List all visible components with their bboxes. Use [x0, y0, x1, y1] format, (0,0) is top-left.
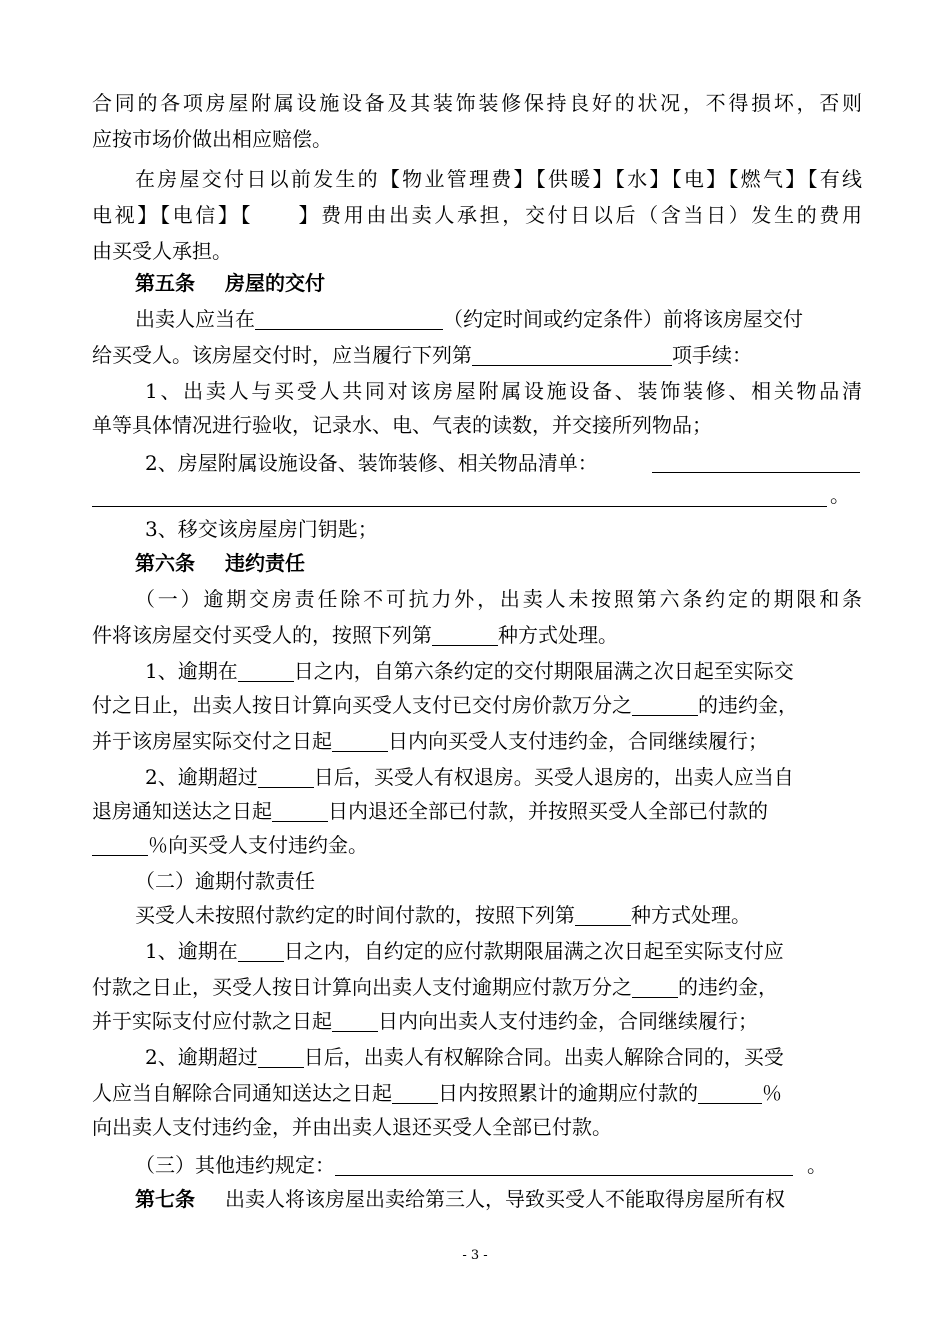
- period-mark: 。: [830, 483, 850, 507]
- fill-blank: [632, 695, 698, 716]
- fill-blank: [632, 977, 678, 998]
- paragraph-line: 1、逾期在 日之内，自第六条约定的交付期限届满之次日起至实际交: [145, 659, 794, 683]
- fill-blank: [392, 1083, 438, 1104]
- paragraph-line: ％向买受人支付违约金。: [92, 830, 862, 860]
- article-number: 第七条: [135, 1187, 195, 1211]
- fill-blank: [238, 661, 294, 682]
- paragraph-line: （一）逾期交房责任除不可抗力外，出卖人未按照第六条约定的期限和条: [135, 587, 862, 611]
- paragraph-line: 2、逾期超过 日后，出卖人有权解除合同。出卖人解除合同的，买受: [145, 1045, 784, 1069]
- paragraph-line: 件将该房屋交付买受人的，按照下列第 种方式处理。: [92, 623, 618, 647]
- fill-blank: [432, 625, 498, 646]
- paragraph-line: 第七条 出卖人将该房屋出卖给第三人，导致买受人不能取得房屋所有权: [135, 1187, 785, 1211]
- fill-blank: [238, 941, 284, 962]
- fill-blank: [332, 731, 388, 752]
- fill-blank: [335, 1155, 793, 1176]
- paragraph-line: 人应当自解除合同通知送达之日起 日内按照累计的逾期应付款的 ％: [92, 1081, 782, 1105]
- paragraph-line: 付款之日止，买受人按日计算向出卖人支付逾期应付款万分之 的违约金，: [92, 975, 778, 999]
- article-number: 第六条: [135, 551, 195, 575]
- paragraph-line: 在房屋交付日以前发生的【物业管理费】【供暖】【水】【电】【燃气】【有线: [135, 167, 862, 191]
- paragraph-line: 退房通知送达之日起 日内退还全部已付款，并按照买受人全部已付款的: [92, 799, 768, 823]
- paragraph-line: 买受人未按照付款约定的时间付款的，按照下列第 种方式处理。: [135, 903, 751, 927]
- fill-blank: [255, 309, 443, 330]
- paragraph-line: 由买受人承担。: [92, 239, 232, 263]
- fill-blank: [652, 472, 860, 473]
- paragraph-line: （二）逾期付款责任: [135, 869, 315, 893]
- fill-blank: [258, 1047, 304, 1068]
- fill-blank: [258, 767, 314, 788]
- paragraph-line: 并于实际支付应付款之日起 日内向出卖人支付违约金，合同继续履行；: [92, 1009, 758, 1033]
- paragraph-line: 并于该房屋实际交付之日起 日内向买受人支付违约金，合同继续履行；: [92, 729, 768, 753]
- paragraph-line: 付之日止，出卖人按日计算向买受人支付已交付房价款万分之 的违约金，: [92, 693, 798, 717]
- paragraph-line: 应按市场价做出相应赔偿。: [92, 127, 332, 151]
- paragraph-line: 1、出卖人与买受人共同对该房屋附属设施设备、装饰装修、相关物品清: [145, 379, 862, 403]
- article-title: 违约责任: [225, 551, 305, 575]
- article-6-heading: [135, 548, 905, 578]
- page-number: - 3 -: [462, 1248, 488, 1263]
- fill-blank: [272, 801, 328, 822]
- paragraph-line: 2、房屋附属设施设备、装饰装修、相关物品清单：: [145, 451, 598, 475]
- article-number: 第五条: [135, 271, 195, 295]
- paragraph-line: 向出卖人支付违约金，并由出卖人退还买受人全部已付款。: [92, 1115, 612, 1139]
- paragraph-line: 2、逾期超过 日后，买受人有权退房。买受人退房的，出卖人应当自: [145, 765, 794, 789]
- paragraph-line: 电视】【电信】【 】费用由出卖人承担，交付日以后（含当日）发生的费用: [92, 203, 862, 227]
- paragraph-line: （三）其他违约规定： 。: [135, 1153, 827, 1177]
- paragraph-line: 3、移交该房屋房门钥匙；: [145, 517, 378, 541]
- fill-blank: [92, 835, 148, 856]
- paragraph-line: 单等具体情况进行验收，记录水、电、气表的读数，并交接所列物品；: [92, 413, 712, 437]
- fill-blank: [575, 905, 631, 926]
- fill-blank: [332, 1011, 378, 1032]
- paragraph-line: 给买受人。该房屋交付时，应当履行下列第 项手续：: [92, 343, 752, 367]
- fill-blank: [472, 345, 672, 366]
- article-5-heading: [135, 268, 905, 298]
- paragraph-line: 出卖人应当在 （约定时间或约定条件）前将该房屋交付: [135, 307, 803, 331]
- fill-blank: [92, 506, 827, 507]
- article-title: 房屋的交付: [225, 271, 325, 295]
- paragraph-line: 合同的各项房屋附属设施设备及其装饰装修保持良好的状况，不得损坏，否则: [92, 91, 862, 115]
- fill-blank: [698, 1083, 762, 1104]
- paragraph-line: 1、逾期在 日之内，自约定的应付款期限届满之次日起至实际支付应: [145, 939, 784, 963]
